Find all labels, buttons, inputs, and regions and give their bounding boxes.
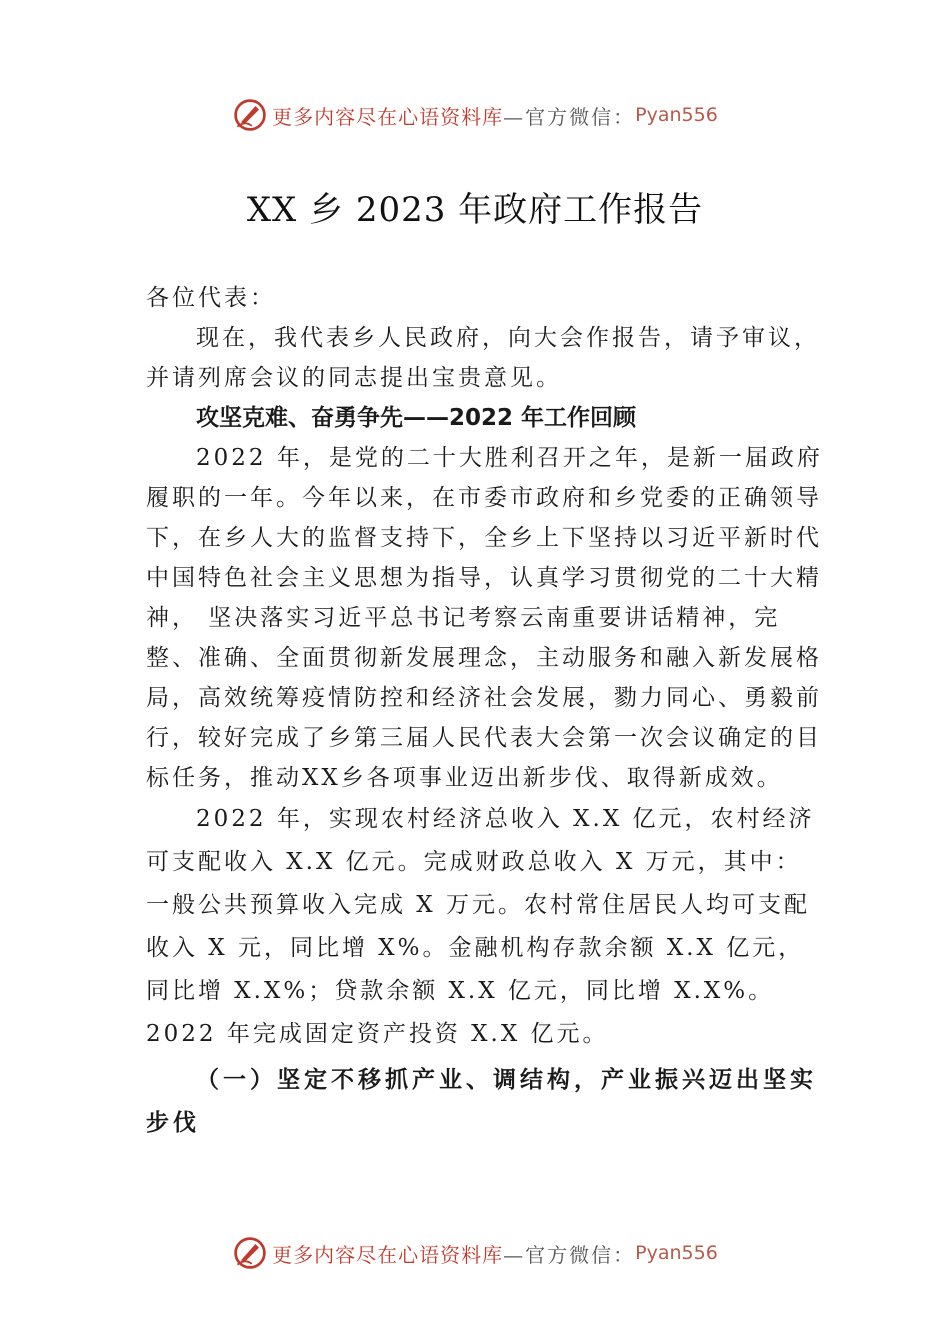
intro-paragraph: 现在，我代表乡人民政府，向大会作报告，请予审议，并请列席会议的同志提出宝贵意见。 (146, 325, 820, 391)
watermark-brand: 更多内容尽在心语资料库 (272, 104, 504, 129)
watermark-contact: —官方微信： (503, 1242, 636, 1267)
document-body (146, 278, 826, 1144)
document-title: XX 乡 2023 年政府工作报告 (246, 190, 704, 230)
watermark-wechat-id: Pyan556 (635, 1242, 718, 1264)
watermark-contact: —官方微信： (503, 104, 636, 129)
sub-heading: （一）坚定不移抓产业、调结构，产业振兴迈出坚实步伐 (146, 1066, 817, 1136)
watermark-brand: 更多内容尽在心语资料库 (272, 1242, 504, 1267)
review-paragraph: 2022 年，是党的二十大胜利召开之年，是新一届政府履职的一年。今年以来，在市委市政府和乡党委的正确领导下，在乡人大的监督支持下，全乡上下坚持以习近平新时代中国特色社会主义思想为指导，认真学习贯彻党的二十大精神， 坚决落实习近平总书记考察云南重要讲话精神，完整、准确、全面贯彻新发展理念，主动服务和融入新发展格局，高效统筹疫情防控和经济社会发展，勠力同心、勇毅前行，较好完成了乡第三届人民代表大会第一次会议确定的目标任务，推动XX乡各项事业迈出新步伐、取得新成效。 (146, 445, 823, 791)
watermark-wechat-id: Pyan556 (635, 104, 718, 126)
section-heading: 攻坚克难、奋勇争先——2022 年工作回顾 (196, 405, 637, 431)
brand-logo-icon (232, 97, 268, 133)
brand-logo-icon (232, 1235, 268, 1271)
salutation: 各位代表： (146, 285, 276, 311)
watermark-footer (0, 1233, 950, 1273)
figures-paragraph: 2022 年，实现农村经济总收入 X.X 亿元，农村经济可支配收入 X.X 亿元。完成财政总收入 X 万元，其中：一般公共预算收入完成 X 万元。农村常住居民人均可支配收入 X 元，同比增 X%。金融机构存款余额 X.X 亿元，同比增 X.X%；贷款余额 X.X 亿元，同比增 X.X%。2022 年完成固定资产投资 X.X 亿元。 (146, 806, 815, 1047)
watermark-header (0, 95, 950, 135)
